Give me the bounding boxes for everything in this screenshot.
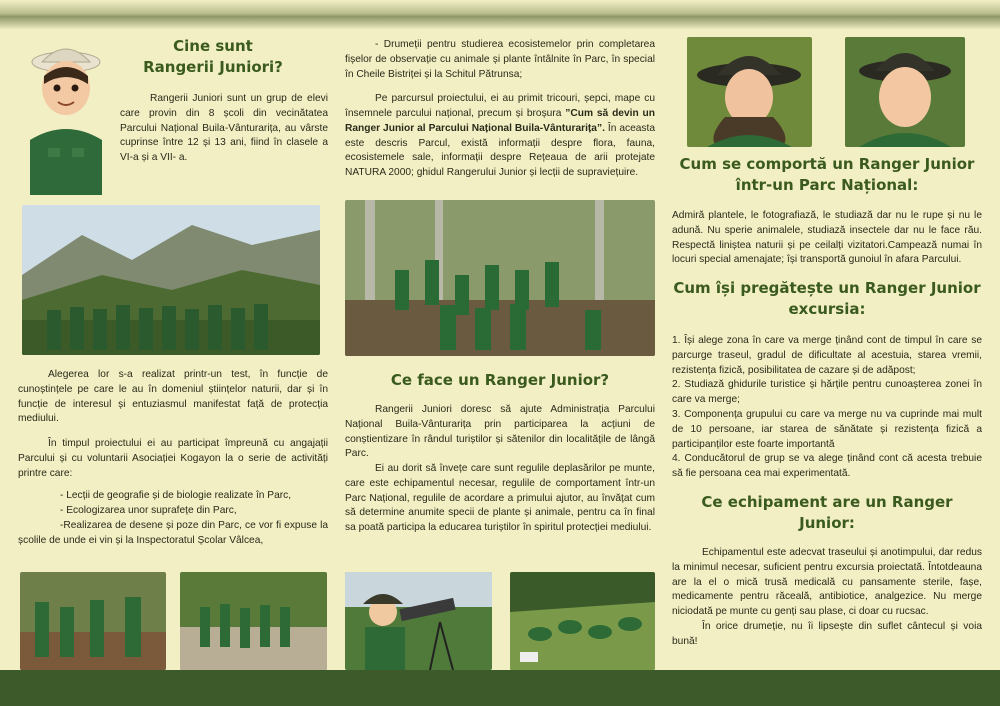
- paragraph-hikes: - Drumeții pentru studierea ecosistemelor prin completarea fișelor de observație cu animale și plante întâlnite în Parc, în special în Cheile Bistriței și la Schitul Pătrunsa;: [345, 39, 655, 80]
- brochure-title: ”Cum să devin un Ranger Junior al Parcului Național Buila-Vânturarița”.: [345, 108, 655, 134]
- list-item: 3. Componența grupului cu care va merge nu va cuprinde mai mult de 10 persoane, iar starea de sănătate și rezistența fizică a participanților este foarte importantă: [672, 409, 982, 450]
- ranger-portrait-girl: [687, 37, 812, 147]
- list-item: 1. Își alege zona în care va merge ținând cont de timpul în care se parcurge traseul, gradul de dificultate al acestuia, starea vremii, rezistența fizică, posibilitatea de cazare și de adăpost;: [672, 335, 982, 376]
- forest-group-photo: [345, 200, 655, 356]
- section-title-preparation: [672, 278, 982, 320]
- section-title-who: [18, 36, 328, 78]
- preparation-steps: [672, 334, 982, 482]
- group-photo-bottom-2: [180, 572, 327, 670]
- title-line: excursia:: [788, 300, 866, 319]
- list-item: - Ecologizarea unor suprafețe din Parc,: [60, 505, 237, 517]
- paragraph-goal: Rangerii Juniori doresc să ajute Administrația Parcului Național Buila-Vânturarița prin participarea la acțiuni de conștientizare în rândul turiștilor și sătenilor din localitățile de lângă Parc.: [345, 404, 655, 460]
- column-left-lower: [18, 368, 328, 549]
- column-middle-lower: [345, 370, 655, 536]
- group-photo-bottom-1: [20, 572, 166, 670]
- title-line: Cum se comportă un Ranger Junior: [679, 155, 975, 173]
- column-right: [672, 154, 982, 649]
- list-item: -Realizarea de desene și poze din Parc, ce vor fi expuse la școlile de unde ei vin și la Inspectoratul Școlar Vâlcea,: [18, 520, 328, 546]
- column-left: [18, 36, 328, 166]
- section-title-equipment: Ce echipament are un Ranger Junior:: [701, 492, 953, 532]
- paragraph-brochure: [345, 92, 655, 181]
- top-decorative-band: [0, 0, 1000, 30]
- column-middle: [345, 38, 655, 181]
- list-item: 2. Studiază ghidurile turistice și hărțile pentru cunoașterea zonei în care va merge;: [672, 379, 982, 406]
- paragraph-selection: Alegerea lor s-a realizat printr-un test, în funcție de cunoștințele pe care le au în domeniul științelor naturii, dar și în funcție de interesul și entuziasmul manifestat față de protecția mediului.: [18, 369, 328, 425]
- intro-paragraph: Rangerii Juniori sunt un grup de elevi care provin din 8 școli din vecinătatea Parcului Național Buila-Vânturarița, au vârste cuprinse între 12 și 13 ani, fiind în clasele a VI-a și a VII- a.: [120, 93, 328, 164]
- bottom-band: [0, 670, 1000, 706]
- activities-list: [18, 489, 328, 548]
- meadow-study-photo: [510, 572, 655, 670]
- brochure-text: În aceasta este descris Parcul, există informații despre flora, fauna, ecosistemele sale, informații despre Rețeaua de arii protejate NATURA 2000; ghidul Rangerului Junior și lecții de supraviețuire.: [345, 122, 655, 179]
- paragraph-behaviour: Admiră plantele, le fotografiază, le studiază dar nu le rupe și nu le adună. Nu sperie animalele, studiază insectele dar nu le face rău. Respectă liniștea naturii și pe ceilalți vizitatori.Campează numai în locuri special amenajate; își transportă gunoiul în afara Parcului.: [672, 210, 982, 266]
- title-line: Cine sunt: [173, 37, 253, 55]
- paragraph-equipment: Echipamentul este adecvat traseului și anotimpului, dar redus la minimul necesar, suficient pentru excursia proiectată. Întotdeauna are la el o mică trusă medicală cu pansamente sterile, fașe, medicamente pentru răceală, antibiotice, analgezice. Nu merge niciodată pe munte cu genți sau plase, ci doar cu rucsac.: [672, 546, 982, 618]
- paragraph-activities-intro: În timpul proiectului ei au participat împreună cu angajații Parcului și cu voluntarii Asociației Kogayon la o serie de activități printre care:: [18, 438, 328, 479]
- paragraph-learning: Ei au dorit să învețe care sunt regulile deplasărilor pe munte, care este echipamentul necesar, regulile de comportament într-un Parc Național, regulile de acordare a primului ajutor, au învățat cum să determine anumite specii de plante și animale, pentru ca în final sa poată participa la educarea turiștilor în spiritul protecției mediului.: [345, 463, 655, 534]
- paragraph-closing: În orice drumeție, nu îi lipsește din suflet cântecul și voia bună!: [672, 620, 982, 647]
- title-line: într-un Parc Național:: [735, 176, 919, 194]
- mountain-group-photo: [22, 205, 320, 355]
- title-line: Cum își pregătește un Ranger Junior: [673, 279, 981, 298]
- ranger-portrait-boy: [845, 37, 965, 147]
- list-item: - Lecții de geografie și de biologie realizate în Parc,: [60, 490, 292, 502]
- brochure-text: Pe parcursul proiectului, ei au primit tricouri, șepci, mape cu însemnele parcului național, precum și broșura: [345, 93, 655, 120]
- telescope-photo: [345, 572, 492, 670]
- title-line: Rangerii Juniori?: [143, 58, 283, 76]
- section-title-what: Ce face un Ranger Junior?: [390, 371, 610, 389]
- list-item: 4. Conducătorul de grup se va alege ținând cont că acesta trebuie să fie persoana cea mai experimentată.: [672, 453, 982, 480]
- section-title-behaviour: [672, 154, 982, 196]
